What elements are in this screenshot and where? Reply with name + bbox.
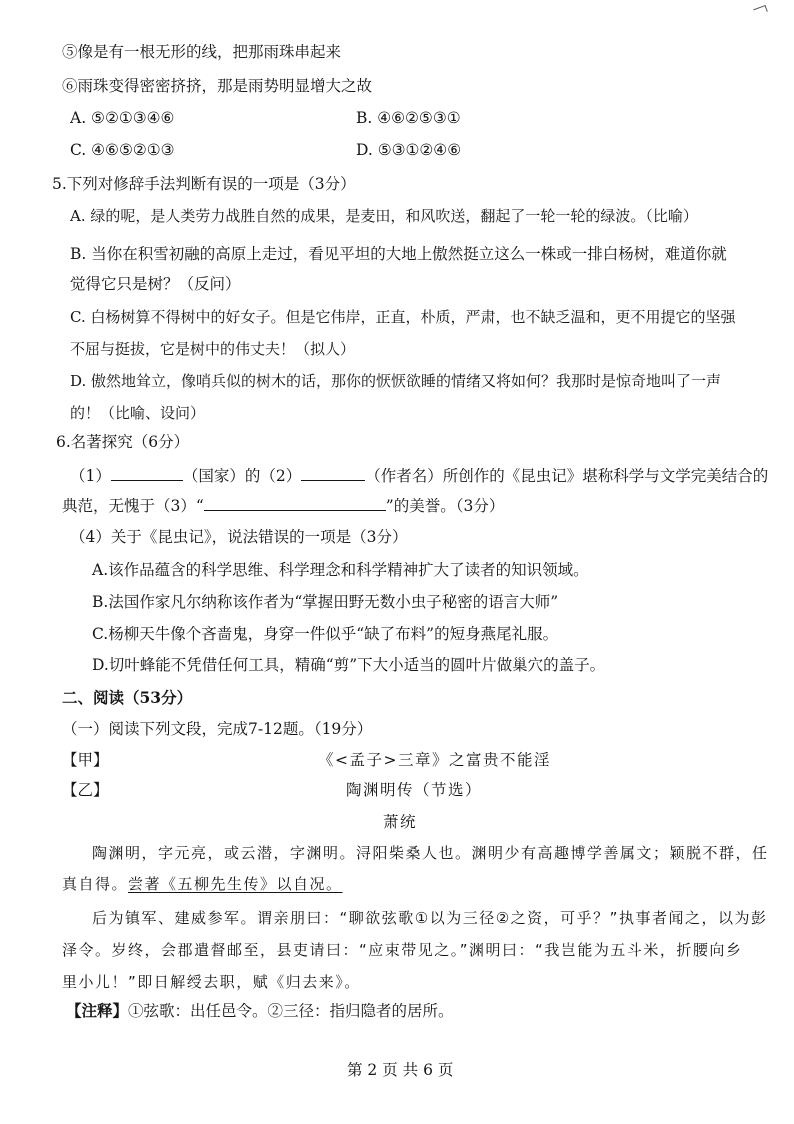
q5-stem: 5.下列对修辞手法判断有误的一项是（3分）	[52, 175, 356, 193]
notes	[66, 1001, 454, 1021]
q6-sub4: （4）关于《昆虫记》，说法错误的一项是（3分）	[70, 528, 408, 546]
passage-p2-line2: 泽令。岁终，会郡遣督邮至，县吏请曰：“应束带见之。”渊明曰：“我岂能为五斗米，折腰向乡	[62, 941, 743, 959]
q5-option-a: A. 绿的呢，是人类劳力战胜自然的成果，是麦田，和风吹送，翻起了一轮一轮的绿波。（比喻）	[70, 207, 698, 225]
q6-l1-part-a: （1）	[70, 467, 111, 485]
q6-l2-part-a: 典范，无愧于（3）“	[62, 497, 204, 515]
q6-l1-part-b: （国家）的（2）	[182, 467, 302, 485]
sequence-item-5: ⑤像是有一根无形的线，把那雨珠串起来	[62, 43, 342, 61]
page-corner-mark	[753, 5, 768, 16]
yi-title: 陶渊明传（节选）	[346, 781, 483, 799]
q6-line1	[70, 464, 768, 486]
q5-option-c: C. 白杨树算不得树中的好女子。但是它伟岸，正直，朴质，严肃，也不缺乏温和，更不用提它的坚强不屈与挺拔，它是树中的伟丈夫！（拟人）	[70, 308, 736, 358]
reading-part1-instruction: （一）阅读下列文段，完成7-12题。（19分）	[62, 720, 373, 738]
answer-blank-country[interactable]	[111, 464, 183, 481]
page-number-footer: 第 2 页 共 6 页	[347, 1061, 454, 1079]
q6-l1-part-c: （作者名）所创作的《昆虫记》堪称科学与文学完美结合的	[365, 467, 769, 485]
q6-l2-part-b: ”的美誉。（3分）	[385, 497, 505, 515]
notes-label: 【注释】	[66, 1001, 129, 1020]
section-reading-heading: 二、阅读（53分）	[62, 688, 193, 707]
sequence-item-6: ⑥雨珠变得密密挤挤，那是雨势明显增大之故	[62, 77, 373, 95]
q4-option-a: A. ⑤②①③④⑥	[70, 109, 175, 127]
notes-text: ①弦歌：出任邑令。②三径：指归隐者的居所。	[128, 1002, 454, 1020]
label-jia: 【甲】	[62, 751, 109, 769]
passage-p1-line1: 陶渊明，字元亮，或云潜，字渊明。浔阳柴桑人也。渊明少有高趣博学善属文；颖脱不群，任	[92, 844, 769, 862]
passage-p2-line3: 里小儿！”即日解绶去职，赋《归去来》。	[62, 973, 361, 991]
q6-option-c: C.杨柳天牛像个吝啬鬼，身穿一件似乎“缺了布料”的短身燕尾礼服。	[92, 625, 559, 643]
q6-option-d: D.切叶蜂能不凭借任何工具，精确“剪”下大小适当的圆叶片做巢穴的盖子。	[92, 656, 606, 674]
label-yi: 【乙】	[62, 781, 109, 799]
jia-title: 《<孟子>三章》之富贵不能淫	[318, 751, 551, 769]
q6-title: 6.名著探究（6分）	[56, 433, 190, 451]
answer-blank-author[interactable]	[301, 464, 365, 481]
yi-author: 萧统	[383, 813, 418, 831]
q6-line2	[62, 494, 504, 516]
passage-p1-text: 真自得。	[62, 875, 129, 893]
q5-option-b: B. 当你在积雪初融的高原上走过，看见平坦的大地上傲然挺立这么一株或一排白杨树，难道你就觉得它只是树？（反问）	[70, 245, 727, 293]
q4-option-d: D. ⑤③①②④⑥	[356, 141, 462, 159]
q4-option-b: B. ④⑥②⑤③①	[356, 109, 461, 127]
underlined-sentence: 尝著《五柳先生传》以自况。	[128, 875, 343, 893]
answer-blank-title[interactable]	[204, 494, 386, 511]
q4-option-c: C. ④⑥⑤②①③	[70, 141, 175, 159]
q6-option-b: B.法国作家凡尔纳称该作者为“掌握田野无数小虫子秘密的语言大师”	[92, 593, 559, 611]
q5-option-d: D. 傲然地耸立，像哨兵似的树木的话，那你的恹恹欲睡的情绪又将如何？我那时是惊奇地叫了一声的！（比喻、设问）	[70, 372, 722, 422]
q6-option-a: A.该作品蕴含的科学思维、科学理念和科学精神扩大了读者的知识领域。	[92, 561, 589, 579]
passage-p2-line1: 后为镇军、建威参军。谓亲朋曰：“聊欲弦歌①以为三径②之资，可乎？”执事者闻之，以为彭	[92, 909, 768, 927]
passage-p1-line2	[62, 874, 343, 894]
